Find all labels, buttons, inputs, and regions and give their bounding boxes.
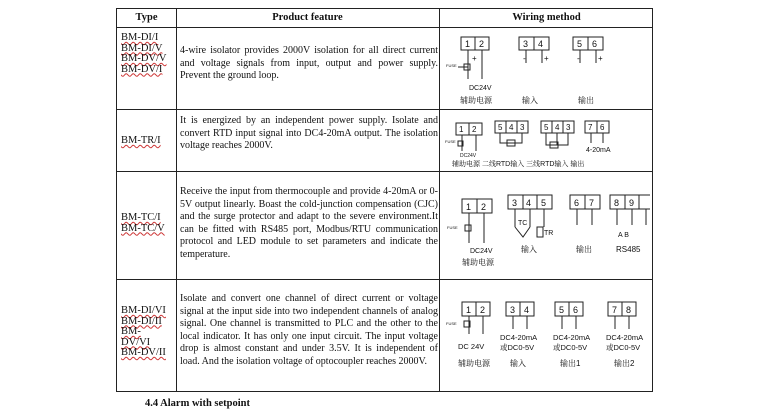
- type-label: BM-DV/V: [121, 53, 167, 64]
- svg-text:-: -: [577, 54, 580, 63]
- aux-power-label: 辅助电源: [458, 359, 490, 368]
- terminal-number: 2: [480, 305, 486, 315]
- wiring-diagram-dual-output: [444, 294, 650, 374]
- header-feature: Product feature: [272, 12, 343, 23]
- power-label: DC24V: [470, 248, 493, 255]
- terminal-number: 5: [544, 123, 549, 132]
- range-label: 或DC0-5V: [500, 343, 535, 352]
- range-label: 或DC0-5V: [553, 343, 588, 352]
- input-label: 输入: [510, 359, 526, 368]
- terminal-number: 4: [524, 305, 530, 315]
- wiring-diagram-4wire: [444, 33, 650, 107]
- type-cell: [121, 136, 161, 147]
- output1-label: 输出1: [560, 359, 581, 368]
- terminal-number: 4: [555, 123, 560, 132]
- type-label: BM-TC/V: [121, 222, 165, 234]
- rs485-ab-label: A B: [618, 232, 629, 239]
- terminal-number: 7: [612, 305, 618, 315]
- fuse-label: FUSE: [445, 139, 456, 144]
- terminal-number: 3: [512, 198, 518, 208]
- svg-text:+: +: [544, 54, 549, 63]
- svg-text:+: +: [598, 54, 603, 63]
- tc-label: TC: [518, 220, 528, 227]
- feature-text: It is energized by an independent power supply. Isolate and convert RTD input signal into DC4-20mA output. The isolation voltage reaches 2000V.: [180, 115, 438, 151]
- terminal-number: 6: [574, 198, 580, 208]
- terminal-number: 2: [479, 39, 485, 49]
- wiring-diagram-tc: [444, 185, 650, 269]
- terminal-number: 4: [538, 39, 544, 49]
- feature-text: Receive the input from thermocouple and provide 4-20mA or 0-5V output linearly. Boast the cold-junction compensation (CJC) and the surge protector and adapt to the severe environment.It can be fitted with RS485 port, Modbus/RTU communication protocol and LED module to set parameters and indicate the temperature.: [180, 186, 438, 260]
- power-label: DC 24V: [458, 342, 485, 351]
- power-label: DC24V: [460, 153, 477, 159]
- wiring-diagram-rtd: [444, 113, 650, 169]
- terminal-number: 3: [566, 123, 571, 132]
- terminal-number: 2: [472, 125, 477, 134]
- type-label: BM-DI/I: [121, 32, 159, 43]
- terminal-number: 1: [459, 125, 464, 134]
- terminal-number: 1: [466, 305, 472, 315]
- terminal-number: 3: [520, 123, 525, 132]
- col-divider: [439, 9, 440, 391]
- type-label: BM-DI/V: [121, 42, 163, 54]
- terminal-number: 6: [573, 305, 579, 315]
- type-label: BM-DI/II: [121, 315, 162, 327]
- row-divider: [117, 171, 652, 172]
- fuse-label: FUSE: [447, 225, 458, 230]
- output-label: 输出: [576, 245, 592, 254]
- terminal-number: 8: [614, 198, 620, 208]
- tr-label: TR: [544, 230, 554, 237]
- type-cell: [121, 306, 166, 359]
- feature-text: 4-wire isolator provides 2000V isolation for all direct current and voltage signals from input, output and power supply. Prevent the ground loop.: [180, 45, 438, 81]
- power-label: DC24V: [469, 85, 492, 92]
- terminal-number: 3: [523, 39, 529, 49]
- terminal-number: 9: [629, 198, 635, 208]
- range-label: 或DC0-5V: [606, 343, 641, 352]
- range-label: DC4-20mA: [606, 333, 644, 342]
- type-label: BM-DI/VI: [121, 305, 166, 316]
- aux-power-label: 辅助电源: [460, 96, 492, 105]
- terminal-number: 4: [509, 123, 514, 132]
- range-label: DC4-20mA: [553, 333, 591, 342]
- output2-label: 输出2: [614, 359, 635, 368]
- type-cell: [121, 213, 165, 234]
- wiring-caption: 辅助电源 二线RTD输入 三线RTD输入 输出: [452, 161, 585, 168]
- feature-text: Isolate and convert one channel of direct current or voltage signal at the input side into two independent channels of analog signal. One channel is transmitted to PLC and the other to the local indicator. It has only one input circuit. The input voltage drop is almost constant and under 3.5V. It is independent of load. And the isolation voltage of optocoupler reaches 2000V.: [180, 293, 438, 367]
- aux-power-label: 辅助电源: [462, 258, 494, 267]
- section-heading: 4.4 Alarm with setpoint: [145, 398, 250, 409]
- header-wiring: Wiring method: [512, 12, 581, 23]
- output-label: 输出: [578, 96, 594, 105]
- type-label: BM-: [121, 326, 141, 337]
- type-label: DV/VI: [121, 336, 151, 348]
- terminal-number: 8: [626, 305, 632, 315]
- output-range-label: 4-20mA: [586, 147, 611, 154]
- terminal-number: 2: [481, 202, 487, 212]
- type-cell: [121, 33, 167, 75]
- terminal-number: 6: [592, 39, 598, 49]
- range-label: DC4-20mA: [500, 333, 538, 342]
- terminal-number: 1: [465, 39, 471, 49]
- terminal-number: 5: [498, 123, 503, 132]
- header-type: Type: [135, 12, 158, 23]
- type-label: BM-TR/I: [121, 135, 161, 146]
- terminal-number: 5: [559, 305, 565, 315]
- col-divider: [176, 9, 177, 391]
- row-divider: [117, 27, 652, 28]
- fuse-label: FUSE: [446, 321, 457, 326]
- input-label: 输入: [522, 96, 538, 105]
- row-divider: [117, 279, 652, 280]
- fuse-label: FUSE: [446, 63, 457, 68]
- rs485-label: RS485: [616, 245, 641, 254]
- svg-text:-: -: [523, 54, 526, 63]
- terminal-number: 6: [600, 123, 605, 132]
- type-label: BM-TC/I: [121, 212, 161, 223]
- terminal-number: 4: [526, 198, 532, 208]
- type-label: BM-DV/I: [121, 63, 163, 75]
- terminal-number: 7: [588, 123, 593, 132]
- terminal-number: 3: [510, 305, 516, 315]
- terminal-number: 5: [541, 198, 547, 208]
- svg-text:+: +: [472, 54, 477, 63]
- row-divider: [117, 109, 652, 110]
- type-label: BM-DV/II: [121, 347, 166, 358]
- input-label: 输入: [521, 245, 537, 254]
- terminal-number: 5: [577, 39, 583, 49]
- product-table: [116, 8, 653, 392]
- terminal-number: 7: [589, 198, 595, 208]
- terminal-number: 1: [466, 202, 472, 212]
